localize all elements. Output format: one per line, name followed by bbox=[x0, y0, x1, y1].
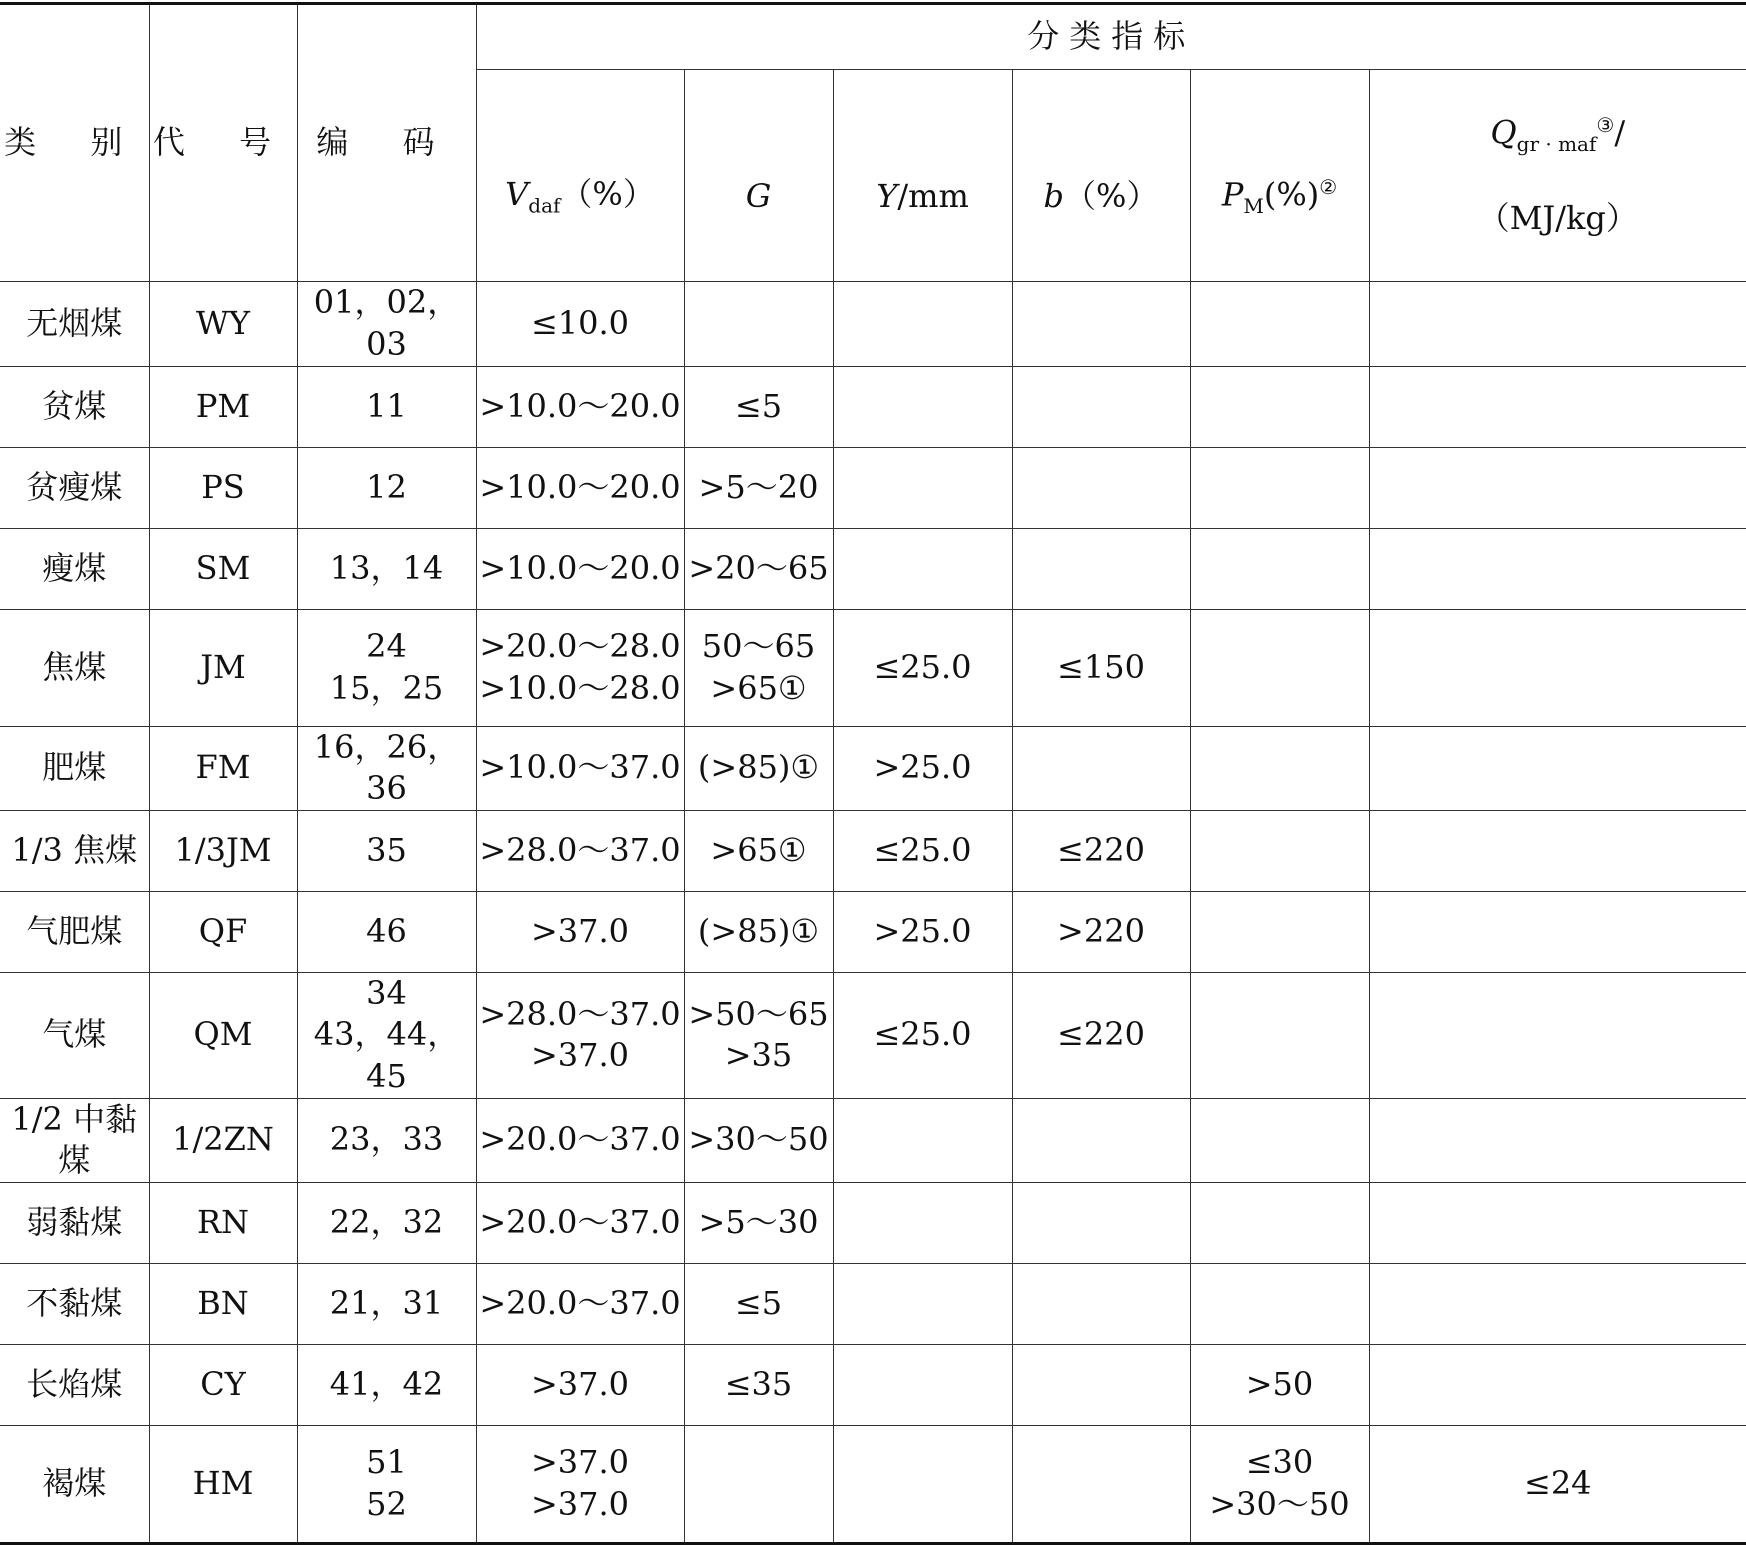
cell-pm bbox=[1190, 891, 1369, 972]
cell-y bbox=[833, 1344, 1012, 1425]
cell-code: CY bbox=[149, 1344, 297, 1425]
cell-b: ≤220 bbox=[1012, 810, 1190, 891]
cell-number: 51 52 bbox=[297, 1425, 476, 1543]
cell-b bbox=[1012, 447, 1190, 528]
header-category: 类 别 bbox=[0, 4, 149, 282]
header-classification-indices: 分类指标 bbox=[476, 4, 1746, 70]
header-row-1 bbox=[0, 4, 1746, 70]
cell-pm bbox=[1190, 972, 1369, 1098]
cell-y: ≤25.0 bbox=[833, 972, 1012, 1098]
cell-y: ≤25.0 bbox=[833, 609, 1012, 726]
cell-vdaf: >37.0 >37.0 bbox=[476, 1425, 684, 1543]
cell-q bbox=[1369, 366, 1746, 447]
header-y: Y/mm bbox=[833, 70, 1012, 282]
cell-pm bbox=[1190, 528, 1369, 609]
cell-number: 34 43，44，45 bbox=[297, 972, 476, 1098]
cell-vdaf: >37.0 bbox=[476, 1344, 684, 1425]
cell-number: 35 bbox=[297, 810, 476, 891]
cell-q bbox=[1369, 891, 1746, 972]
cell-number: 21，31 bbox=[297, 1263, 476, 1344]
header-number: 编 码 bbox=[297, 4, 476, 282]
cell-y bbox=[833, 1098, 1012, 1182]
cell-category: 贫瘦煤 bbox=[0, 447, 149, 528]
cell-g: ≤5 bbox=[684, 366, 833, 447]
cell-code: BN bbox=[149, 1263, 297, 1344]
cell-g: >30～50 bbox=[684, 1098, 833, 1182]
cell-q bbox=[1369, 1098, 1746, 1182]
cell-pm bbox=[1190, 726, 1369, 810]
cell-q bbox=[1369, 972, 1746, 1098]
table-row bbox=[0, 1098, 1746, 1182]
cell-q bbox=[1369, 1263, 1746, 1344]
cell-category: 褐煤 bbox=[0, 1425, 149, 1543]
cell-q bbox=[1369, 1344, 1746, 1425]
cell-category: 弱黏煤 bbox=[0, 1182, 149, 1263]
cell-pm bbox=[1190, 447, 1369, 528]
coal-classification-table bbox=[0, 2, 1746, 1545]
cell-pm bbox=[1190, 1263, 1369, 1344]
cell-code: WY bbox=[149, 282, 297, 366]
cell-code: JM bbox=[149, 609, 297, 726]
header-pm: $P_M(\%)^②$ bbox=[1190, 70, 1369, 282]
cell-number: 11 bbox=[297, 366, 476, 447]
table-row bbox=[0, 810, 1746, 891]
cell-y bbox=[833, 1263, 1012, 1344]
cell-b bbox=[1012, 528, 1190, 609]
table-row bbox=[0, 282, 1746, 366]
cell-category: 长焰煤 bbox=[0, 1344, 149, 1425]
cell-pm bbox=[1190, 1182, 1369, 1263]
cell-vdaf: >10.0～20.0 bbox=[476, 528, 684, 609]
cell-code: FM bbox=[149, 726, 297, 810]
cell-number: 01，02，03 bbox=[297, 282, 476, 366]
cell-b bbox=[1012, 726, 1190, 810]
cell-vdaf: >28.0～37.0 >37.0 bbox=[476, 972, 684, 1098]
header-code: 代 号 bbox=[149, 4, 297, 282]
cell-number: 13，14 bbox=[297, 528, 476, 609]
cell-code: HM bbox=[149, 1425, 297, 1543]
cell-code: 1/3JM bbox=[149, 810, 297, 891]
cell-code: 1/2ZN bbox=[149, 1098, 297, 1182]
table-row bbox=[0, 726, 1746, 810]
cell-g: >20～65 bbox=[684, 528, 833, 609]
cell-y bbox=[833, 282, 1012, 366]
cell-vdaf: >10.0～20.0 bbox=[476, 366, 684, 447]
cell-pm bbox=[1190, 366, 1369, 447]
cell-q bbox=[1369, 810, 1746, 891]
cell-pm: ≤30 >30～50 bbox=[1190, 1425, 1369, 1543]
cell-b bbox=[1012, 1425, 1190, 1543]
cell-number: 22，32 bbox=[297, 1182, 476, 1263]
cell-vdaf: >20.0～28.0 >10.0～28.0 bbox=[476, 609, 684, 726]
cell-number: 41，42 bbox=[297, 1344, 476, 1425]
cell-y: >25.0 bbox=[833, 891, 1012, 972]
table-row bbox=[0, 366, 1746, 447]
cell-category: 无烟煤 bbox=[0, 282, 149, 366]
cell-number: 12 bbox=[297, 447, 476, 528]
cell-code: QF bbox=[149, 891, 297, 972]
cell-b bbox=[1012, 1182, 1190, 1263]
cell-y: >25.0 bbox=[833, 726, 1012, 810]
cell-b bbox=[1012, 1098, 1190, 1182]
cell-code: PM bbox=[149, 366, 297, 447]
cell-vdaf: >20.0～37.0 bbox=[476, 1263, 684, 1344]
table-row bbox=[0, 891, 1746, 972]
cell-pm bbox=[1190, 609, 1369, 726]
cell-b bbox=[1012, 1344, 1190, 1425]
table-row bbox=[0, 609, 1746, 726]
cell-code: SM bbox=[149, 528, 297, 609]
cell-y bbox=[833, 528, 1012, 609]
cell-g: ≤5 bbox=[684, 1263, 833, 1344]
cell-pm: >50 bbox=[1190, 1344, 1369, 1425]
table-row bbox=[0, 528, 1746, 609]
table-row bbox=[0, 1425, 1746, 1543]
cell-g: >5～20 bbox=[684, 447, 833, 528]
table-row bbox=[0, 1344, 1746, 1425]
cell-b: >220 bbox=[1012, 891, 1190, 972]
cell-category: 焦煤 bbox=[0, 609, 149, 726]
cell-category: 不黏煤 bbox=[0, 1263, 149, 1344]
cell-category: 气煤 bbox=[0, 972, 149, 1098]
cell-g bbox=[684, 282, 833, 366]
cell-category: 瘦煤 bbox=[0, 528, 149, 609]
header-g: G bbox=[684, 70, 833, 282]
cell-q bbox=[1369, 726, 1746, 810]
table-row bbox=[0, 1182, 1746, 1263]
cell-number: 23，33 bbox=[297, 1098, 476, 1182]
cell-y bbox=[833, 1182, 1012, 1263]
cell-q bbox=[1369, 1182, 1746, 1263]
cell-pm bbox=[1190, 282, 1369, 366]
cell-q: ≤24 bbox=[1369, 1425, 1746, 1543]
cell-vdaf: ≤10.0 bbox=[476, 282, 684, 366]
cell-pm bbox=[1190, 810, 1369, 891]
cell-b bbox=[1012, 282, 1190, 366]
cell-y bbox=[833, 366, 1012, 447]
cell-code: QM bbox=[149, 972, 297, 1098]
cell-category: 肥煤 bbox=[0, 726, 149, 810]
table-row bbox=[0, 447, 1746, 528]
cell-vdaf: >10.0～37.0 bbox=[476, 726, 684, 810]
cell-q bbox=[1369, 528, 1746, 609]
cell-category: 1/2 中黏煤 bbox=[0, 1098, 149, 1182]
cell-g: 50～65 >65① bbox=[684, 609, 833, 726]
cell-vdaf: >37.0 bbox=[476, 891, 684, 972]
cell-category: 贫煤 bbox=[0, 366, 149, 447]
header-vdaf: $V_{daf}(\%)$ bbox=[476, 70, 684, 282]
cell-q bbox=[1369, 282, 1746, 366]
cell-g: >65① bbox=[684, 810, 833, 891]
cell-vdaf: >10.0～20.0 bbox=[476, 447, 684, 528]
cell-number: 24 15，25 bbox=[297, 609, 476, 726]
cell-g: >5～30 bbox=[684, 1182, 833, 1263]
cell-pm bbox=[1190, 1098, 1369, 1182]
cell-g bbox=[684, 1425, 833, 1543]
cell-g: (>85)① bbox=[684, 891, 833, 972]
cell-vdaf: >20.0～37.0 bbox=[476, 1182, 684, 1263]
cell-number: 16，26，36 bbox=[297, 726, 476, 810]
cell-q bbox=[1369, 447, 1746, 528]
header-q: $Q_{gr \cdot maf}^③/$ （MJ/kg） bbox=[1369, 70, 1746, 282]
cell-q bbox=[1369, 609, 1746, 726]
cell-b: ≤150 bbox=[1012, 609, 1190, 726]
cell-y bbox=[833, 447, 1012, 528]
cell-y: ≤25.0 bbox=[833, 810, 1012, 891]
cell-category: 气肥煤 bbox=[0, 891, 149, 972]
cell-vdaf: >28.0～37.0 bbox=[476, 810, 684, 891]
cell-b bbox=[1012, 366, 1190, 447]
table-row bbox=[0, 1263, 1746, 1344]
cell-b: ≤220 bbox=[1012, 972, 1190, 1098]
cell-category: 1/3 焦煤 bbox=[0, 810, 149, 891]
cell-code: PS bbox=[149, 447, 297, 528]
cell-y bbox=[833, 1425, 1012, 1543]
cell-number: 46 bbox=[297, 891, 476, 972]
table-row bbox=[0, 972, 1746, 1098]
cell-g: (>85)① bbox=[684, 726, 833, 810]
cell-g: ≤35 bbox=[684, 1344, 833, 1425]
header-b: b（%） bbox=[1012, 70, 1190, 282]
cell-b bbox=[1012, 1263, 1190, 1344]
cell-code: RN bbox=[149, 1182, 297, 1263]
cell-vdaf: >20.0～37.0 bbox=[476, 1098, 684, 1182]
cell-g: >50～65 >35 bbox=[684, 972, 833, 1098]
